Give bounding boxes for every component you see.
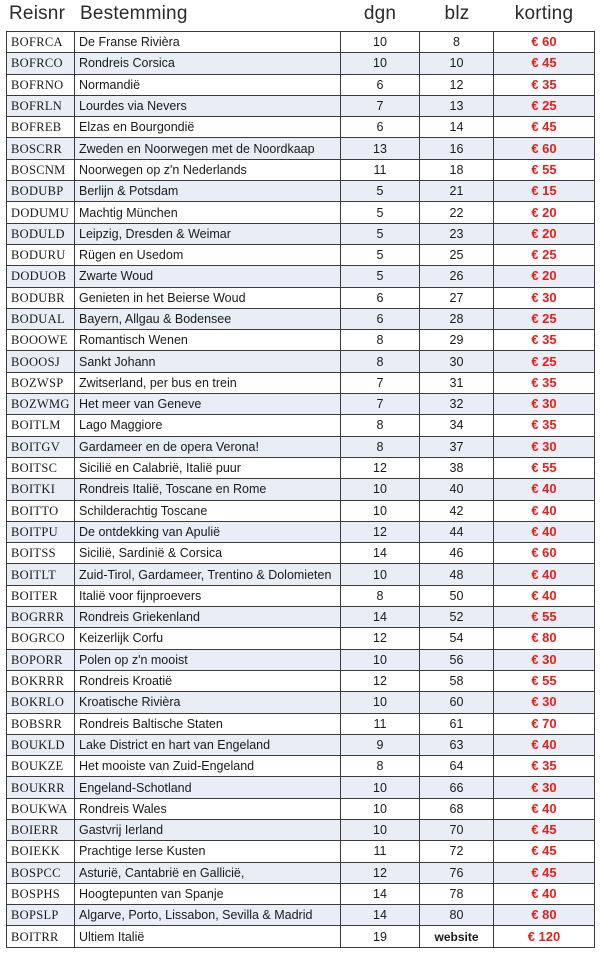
bestemming-cell: Rondreis Baltische Staten — [75, 713, 341, 734]
dgn-cell: 7 — [341, 372, 420, 393]
dgn-cell: 8 — [341, 415, 420, 436]
reisnr-cell: BOIERR — [7, 819, 75, 840]
table-row — [7, 862, 595, 883]
dgn-cell: 10 — [341, 777, 420, 798]
dgn-cell: 12 — [341, 862, 420, 883]
dgn-cell: 14 — [341, 883, 420, 904]
table-row — [7, 585, 595, 606]
korting-cell: € 25 — [494, 95, 595, 116]
table-row — [7, 351, 595, 372]
blz-cell: 58 — [420, 670, 494, 691]
table-row — [7, 117, 595, 138]
reisnr-cell: BOSCRR — [7, 138, 75, 159]
dgn-cell: 10 — [341, 564, 420, 585]
reisnr-cell: BOITLT — [7, 564, 75, 585]
bestemming-cell: Engeland-Schotland — [75, 777, 341, 798]
reisnr-cell: BODULD — [7, 223, 75, 244]
bestemming-cell: Zwitserland, per bus en trein — [75, 372, 341, 393]
korting-cell: € 45 — [494, 862, 595, 883]
reisnr-cell: DODUMU — [7, 202, 75, 223]
blz-cell: 50 — [420, 585, 494, 606]
bestemming-cell: Lourdes via Nevers — [75, 95, 341, 116]
dgn-cell: 10 — [341, 692, 420, 713]
table-row — [7, 308, 595, 329]
bestemming-cell: Lago Maggiore — [75, 415, 341, 436]
table-row — [7, 436, 595, 457]
blz-cell: 32 — [420, 394, 494, 415]
reisnr-cell: BOPORR — [7, 649, 75, 670]
korting-cell: € 40 — [494, 500, 595, 521]
blz-cell: 12 — [420, 74, 494, 95]
korting-cell: € 40 — [494, 798, 595, 819]
korting-cell: € 20 — [494, 266, 595, 287]
korting-cell: € 40 — [494, 564, 595, 585]
blz-cell: 52 — [420, 607, 494, 628]
reisnr-cell: BOSCNM — [7, 159, 75, 180]
korting-cell: € 55 — [494, 607, 595, 628]
reisnr-cell: BOSPHS — [7, 883, 75, 904]
reisnr-cell: DODUOB — [7, 266, 75, 287]
table-row — [7, 734, 595, 755]
table-row — [7, 266, 595, 287]
header-bestemming: Bestemming — [80, 3, 188, 24]
header-blz: blz — [444, 3, 470, 24]
reisnr-cell: BOFRCO — [7, 53, 75, 74]
blz-cell: 78 — [420, 883, 494, 904]
bestemming-cell: Rondreis Italië, Toscane en Rome — [75, 479, 341, 500]
blz-cell: 42 — [420, 500, 494, 521]
blz-cell: 23 — [420, 223, 494, 244]
korting-cell: € 55 — [494, 670, 595, 691]
table-row — [7, 692, 595, 713]
dgn-cell: 10 — [341, 819, 420, 840]
reisnr-cell: BOZWSP — [7, 372, 75, 393]
dgn-cell: 12 — [341, 521, 420, 542]
korting-cell: € 35 — [494, 372, 595, 393]
blz-cell: 56 — [420, 649, 494, 670]
reisnr-cell: BOUKRR — [7, 777, 75, 798]
bestemming-cell: Rondreis Wales — [75, 798, 341, 819]
reisnr-cell: BOGRCO — [7, 628, 75, 649]
table-row — [7, 394, 595, 415]
table-row — [7, 372, 595, 393]
korting-cell: € 30 — [494, 287, 595, 308]
table-row — [7, 564, 595, 585]
korting-cell: € 55 — [494, 457, 595, 478]
bestemming-cell: Keizerlijk Corfu — [75, 628, 341, 649]
dgn-cell: 13 — [341, 138, 420, 159]
bestemming-cell: Algarve, Porto, Lissabon, Sevilla & Madrid — [75, 905, 341, 926]
header-reisnr: Reisnr — [9, 3, 66, 24]
table-row — [7, 244, 595, 265]
dgn-cell: 11 — [341, 713, 420, 734]
korting-cell: € 40 — [494, 883, 595, 904]
table-row — [7, 479, 595, 500]
table-row — [7, 415, 595, 436]
dgn-cell: 8 — [341, 585, 420, 606]
table-row — [7, 926, 595, 947]
bestemming-cell: Zwarte Woud — [75, 266, 341, 287]
dgn-cell: 12 — [341, 457, 420, 478]
blz-cell: 66 — [420, 777, 494, 798]
table-row — [7, 53, 595, 74]
reisnr-cell: BOITPU — [7, 521, 75, 542]
reisnr-cell: BOFREB — [7, 117, 75, 138]
table-row — [7, 159, 595, 180]
blz-cell: 27 — [420, 287, 494, 308]
korting-cell: € 45 — [494, 53, 595, 74]
blz-cell: 21 — [420, 181, 494, 202]
reisnr-cell: BODUBR — [7, 287, 75, 308]
korting-cell: € 80 — [494, 628, 595, 649]
blz-cell: 54 — [420, 628, 494, 649]
reisnr-cell: BODURU — [7, 244, 75, 265]
dgn-cell: 5 — [341, 202, 420, 223]
table-row — [7, 607, 595, 628]
table-row — [7, 628, 595, 649]
bestemming-cell: Lake District en hart van Engeland — [75, 734, 341, 755]
dgn-cell: 14 — [341, 543, 420, 564]
reisnr-cell: BOUKWA — [7, 798, 75, 819]
blz-cell: 18 — [420, 159, 494, 180]
dgn-cell: 14 — [341, 607, 420, 628]
bestemming-cell: Italië voor fijnproevers — [75, 585, 341, 606]
blz-cell: 63 — [420, 734, 494, 755]
blz-cell: 22 — [420, 202, 494, 223]
blz-cell: 14 — [420, 117, 494, 138]
dgn-cell: 11 — [341, 841, 420, 862]
reisnr-cell: BOGRRR — [7, 607, 75, 628]
table-row — [7, 95, 595, 116]
dgn-cell: 6 — [341, 308, 420, 329]
table-row — [7, 649, 595, 670]
blz-cell: 30 — [420, 351, 494, 372]
blz-cell: 10 — [420, 53, 494, 74]
dgn-cell: 8 — [341, 351, 420, 372]
dgn-cell: 5 — [341, 266, 420, 287]
table-row — [7, 138, 595, 159]
trip-table — [6, 31, 595, 948]
bestemming-cell: Normandië — [75, 74, 341, 95]
dgn-cell: 10 — [341, 53, 420, 74]
korting-cell: € 40 — [494, 585, 595, 606]
reisnr-cell: BOITKI — [7, 479, 75, 500]
dgn-cell: 10 — [341, 479, 420, 500]
table-row — [7, 819, 595, 840]
korting-cell: € 40 — [494, 734, 595, 755]
bestemming-cell: Bayern, Allgau & Bodensee — [75, 308, 341, 329]
bestemming-cell: Leipzig, Dresden & Weimar — [75, 223, 341, 244]
blz-cell: 80 — [420, 905, 494, 926]
bestemming-cell: Rondreis Griekenland — [75, 607, 341, 628]
reisnr-cell: BOZWMG — [7, 394, 75, 415]
dgn-cell: 10 — [341, 32, 420, 53]
reisnr-cell: BOPSLP — [7, 905, 75, 926]
dgn-cell: 14 — [341, 905, 420, 926]
table-header — [0, 0, 600, 31]
blz-cell: 46 — [420, 543, 494, 564]
dgn-cell: 8 — [341, 330, 420, 351]
bestemming-cell: Sicilië en Calabrië, Italië puur — [75, 457, 341, 478]
reisnr-cell: BOITRR — [7, 926, 75, 947]
blz-cell: 38 — [420, 457, 494, 478]
korting-cell: € 30 — [494, 394, 595, 415]
table-row — [7, 181, 595, 202]
korting-cell: € 30 — [494, 692, 595, 713]
korting-cell: € 25 — [494, 308, 595, 329]
bestemming-cell: Elzas en Bourgondië — [75, 117, 341, 138]
blz-cell: website — [420, 926, 494, 947]
bestemming-cell: Prachtige Ierse Kusten — [75, 841, 341, 862]
korting-cell: € 120 — [494, 926, 595, 947]
reisnr-cell: BOITLM — [7, 415, 75, 436]
reisnr-cell: BOBSRR — [7, 713, 75, 734]
reisnr-cell: BOITTO — [7, 500, 75, 521]
table-row — [7, 457, 595, 478]
reisnr-cell: BOITSS — [7, 543, 75, 564]
table-row — [7, 202, 595, 223]
bestemming-cell: Rügen en Usedom — [75, 244, 341, 265]
reisnr-cell: BOFRNO — [7, 74, 75, 95]
blz-cell: 26 — [420, 266, 494, 287]
table-row — [7, 223, 595, 244]
korting-cell: € 60 — [494, 543, 595, 564]
table-row — [7, 543, 595, 564]
korting-cell: € 45 — [494, 841, 595, 862]
blz-cell: 72 — [420, 841, 494, 862]
korting-cell: € 30 — [494, 649, 595, 670]
reisnr-cell: BOSPCC — [7, 862, 75, 883]
dgn-cell: 6 — [341, 117, 420, 138]
bestemming-cell: Gastvrij Ierland — [75, 819, 341, 840]
reisnr-cell: BOOOSJ — [7, 351, 75, 372]
bestemming-cell: Polen op z'n mooist — [75, 649, 341, 670]
dgn-cell: 6 — [341, 287, 420, 308]
korting-cell: € 45 — [494, 117, 595, 138]
table-row — [7, 330, 595, 351]
blz-cell: 13 — [420, 95, 494, 116]
dgn-cell: 8 — [341, 436, 420, 457]
korting-cell: € 80 — [494, 905, 595, 926]
table-row — [7, 500, 595, 521]
bestemming-cell: Rondreis Kroatië — [75, 670, 341, 691]
korting-cell: € 55 — [494, 159, 595, 180]
korting-cell: € 25 — [494, 244, 595, 265]
reisnr-cell: BOKRLO — [7, 692, 75, 713]
korting-cell: € 35 — [494, 756, 595, 777]
dgn-cell: 8 — [341, 756, 420, 777]
blz-cell: 16 — [420, 138, 494, 159]
table-row — [7, 74, 595, 95]
blz-cell: 61 — [420, 713, 494, 734]
bestemming-cell: Asturië, Cantabrië en Gallicië, — [75, 862, 341, 883]
dgn-cell: 6 — [341, 74, 420, 95]
reisnr-cell: BOUKLD — [7, 734, 75, 755]
table-row — [7, 670, 595, 691]
bestemming-cell: Machtig München — [75, 202, 341, 223]
dgn-cell: 19 — [341, 926, 420, 947]
blz-cell: 76 — [420, 862, 494, 883]
bestemming-cell: Sicilië, Sardinië & Corsica — [75, 543, 341, 564]
table-row — [7, 905, 595, 926]
blz-cell: 37 — [420, 436, 494, 457]
dgn-cell: 10 — [341, 798, 420, 819]
dgn-cell: 7 — [341, 394, 420, 415]
dgn-cell: 9 — [341, 734, 420, 755]
korting-cell: € 35 — [494, 330, 595, 351]
table-row — [7, 756, 595, 777]
korting-cell: € 15 — [494, 181, 595, 202]
table-row — [7, 883, 595, 904]
header-dgn: dgn — [363, 3, 397, 24]
table-row — [7, 32, 595, 53]
header-korting: korting — [514, 3, 574, 24]
dgn-cell: 12 — [341, 628, 420, 649]
reisnr-cell: BOITER — [7, 585, 75, 606]
dgn-cell: 5 — [341, 244, 420, 265]
blz-cell: 44 — [420, 521, 494, 542]
table-row — [7, 713, 595, 734]
bestemming-cell: Het meer van Geneve — [75, 394, 341, 415]
blz-cell: 48 — [420, 564, 494, 585]
blz-cell: 60 — [420, 692, 494, 713]
blz-cell: 34 — [420, 415, 494, 436]
trip-table-body — [7, 32, 595, 948]
blz-cell: 64 — [420, 756, 494, 777]
reisnr-cell: BOITSC — [7, 457, 75, 478]
korting-cell: € 40 — [494, 521, 595, 542]
bestemming-cell: Noorwegen op z'n Nederlands — [75, 159, 341, 180]
table-row — [7, 841, 595, 862]
korting-cell: € 30 — [494, 777, 595, 798]
bestemming-cell: Kroatische Rivièra — [75, 692, 341, 713]
blz-cell: 31 — [420, 372, 494, 393]
korting-cell: € 35 — [494, 74, 595, 95]
table-row — [7, 287, 595, 308]
reisnr-cell: BODUBP — [7, 181, 75, 202]
bestemming-cell: Zweden en Noorwegen met de Noordkaap — [75, 138, 341, 159]
bestemming-cell: De ontdekking van Apulië — [75, 521, 341, 542]
korting-cell: € 20 — [494, 202, 595, 223]
korting-cell: € 60 — [494, 138, 595, 159]
korting-cell: € 60 — [494, 32, 595, 53]
blz-cell: 8 — [420, 32, 494, 53]
dgn-cell: 10 — [341, 500, 420, 521]
dgn-cell: 7 — [341, 95, 420, 116]
dgn-cell: 5 — [341, 223, 420, 244]
blz-cell: 68 — [420, 798, 494, 819]
bestemming-cell: Genieten in het Beierse Woud — [75, 287, 341, 308]
table-row — [7, 521, 595, 542]
blz-cell: 25 — [420, 244, 494, 265]
blz-cell: 70 — [420, 819, 494, 840]
bestemming-cell: Berlijn & Potsdam — [75, 181, 341, 202]
bestemming-cell: Zuid-Tirol, Gardameer, Trentino & Dolomieten — [75, 564, 341, 585]
bestemming-cell: Gardameer en de opera Verona! — [75, 436, 341, 457]
dgn-cell: 12 — [341, 670, 420, 691]
reisnr-cell: BOFRLN — [7, 95, 75, 116]
bestemming-cell: De Franse Rivièra — [75, 32, 341, 53]
bestemming-cell: Rondreis Corsica — [75, 53, 341, 74]
reisnr-cell: BOFRCA — [7, 32, 75, 53]
blz-cell: 29 — [420, 330, 494, 351]
dgn-cell: 5 — [341, 181, 420, 202]
bestemming-cell: Sankt Johann — [75, 351, 341, 372]
bestemming-cell: Schilderachtig Toscane — [75, 500, 341, 521]
bestemming-cell: Het mooiste van Zuid-Engeland — [75, 756, 341, 777]
korting-cell: € 35 — [494, 415, 595, 436]
korting-cell: € 30 — [494, 436, 595, 457]
reisnr-cell: BOKRRR — [7, 670, 75, 691]
reisnr-cell: BODUAL — [7, 308, 75, 329]
korting-cell: € 25 — [494, 351, 595, 372]
reisnr-cell: BOIEKK — [7, 841, 75, 862]
dgn-cell: 10 — [341, 649, 420, 670]
bestemming-cell: Ultiem Italië — [75, 926, 341, 947]
reisnr-cell: BOITGV — [7, 436, 75, 457]
bestemming-cell: Hoogtepunten van Spanje — [75, 883, 341, 904]
korting-cell: € 45 — [494, 819, 595, 840]
blz-cell: 28 — [420, 308, 494, 329]
korting-cell: € 20 — [494, 223, 595, 244]
reisnr-cell: BOOOWE — [7, 330, 75, 351]
blz-cell: 40 — [420, 479, 494, 500]
korting-cell: € 40 — [494, 479, 595, 500]
table-row — [7, 777, 595, 798]
bestemming-cell: Romantisch Wenen — [75, 330, 341, 351]
dgn-cell: 11 — [341, 159, 420, 180]
table-row — [7, 798, 595, 819]
korting-cell: € 70 — [494, 713, 595, 734]
reisnr-cell: BOUKZE — [7, 756, 75, 777]
